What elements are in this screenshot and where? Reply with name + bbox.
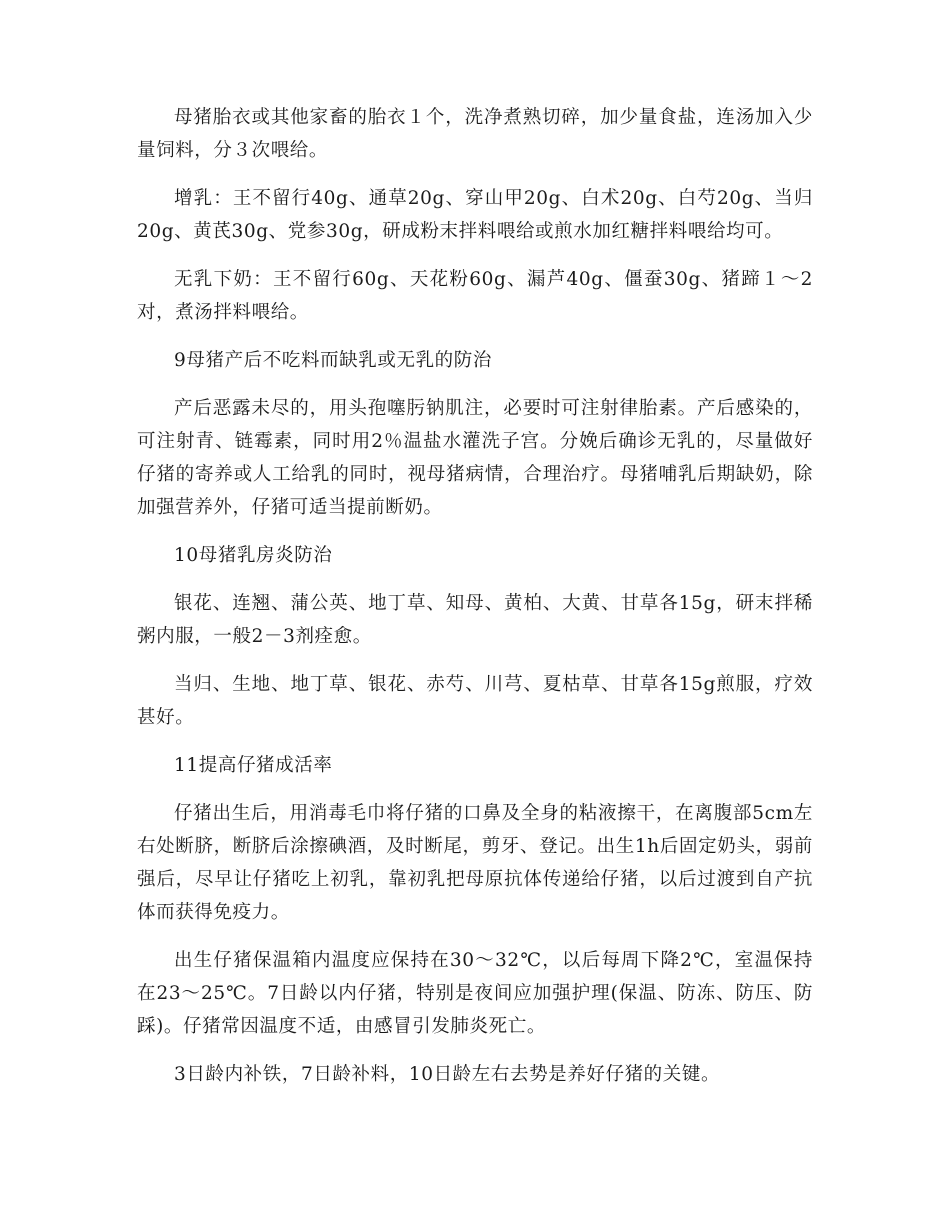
section-heading-9: 9母猪产后不吃料而缺乳或无乳的防治 [174,350,492,371]
paragraph-temperature-care: 出生仔猪保温箱内温度应保持在30～32℃，以后每周下降2℃，室温保持在23～25℃。7日龄以内仔猪，特别是夜间应加强护理(保温、防冻、防压、防踩)。仔猪常因温度不适，由感冒引发肺炎死亡。 [137,950,813,1037]
section-heading-10: 10母猪乳房炎防治 [174,545,333,566]
paragraph-increase-milk: 增乳：王不留行40g、通草20g、穿山甲20g、白术20g、白芍20g、当归20g、黄芪30g、党参30g，研成粉末拌料喂给或煎水加红糖拌料喂给均可。 [137,188,813,242]
paragraph-mastitis-remedy-2: 当归、生地、地丁草、银花、赤芍、川芎、夏枯草、甘草各15g煎服，疗效甚好。 [137,674,813,728]
paragraph-key-points: 3日龄内补铁，7日龄补料，10日龄左右去势是养好仔猪的关键。 [174,1064,721,1085]
paragraph-no-milk-remedy: 无乳下奶：王不留行60g、天花粉60g、漏芦40g、僵蚕30g、猪蹄１～2对，煮汤拌料喂给。 [137,269,813,323]
paragraph-newborn-care: 仔猪出生后，用消毒毛巾将仔猪的口鼻及全身的粘液擦干，在离腹部5cm左右处断脐，断脐后涂擦碘酒，及时断尾，剪牙、登记。出生1h后固定奶头，弱前强后，尽早让仔猪吃上初乳，靠初乳把母原抗体传递给仔猪，以后过渡到自产抗体而获得免疫力。 [137,803,813,923]
document-body [137,101,813,1091]
paragraph-postpartum-treatment: 产后恶露未尽的，用头孢噻肟钠肌注，必要时可注射律胎素。产后感染的，可注射青、链霉素，同时用2％温盐水灌洗子宫。分娩后确诊无乳的，尽量做好仔猪的寄养或人工给乳的同时，视母猪病情，合理治疗。母猪哺乳后期缺奶，除加强营养外，仔猪可适当提前断奶。 [137,398,813,518]
paragraph-mastitis-remedy-1: 银花、连翘、蒲公英、地丁草、知母、黄柏、大黄、甘草各15g，研末拌稀粥内服，一般2－3剂痊愈。 [137,593,813,647]
section-heading-11: 11提高仔猪成活率 [174,755,333,776]
paragraph-afterbirth-remedy: 母猪胎衣或其他家畜的胎衣１个，洗净煮熟切碎，加少量食盐，连汤加入少量饲料，分３次喂给。 [137,107,813,161]
